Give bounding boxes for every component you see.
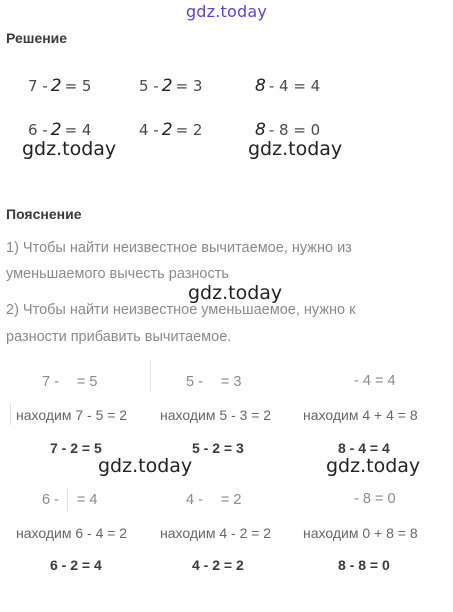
equation-before: 6 - — [28, 121, 48, 139]
watermark: gdz.today — [326, 455, 421, 477]
equation-after: = 2 — [220, 492, 242, 508]
equation-before: 5 - — [139, 77, 159, 95]
handwritten-answer: 2 — [161, 120, 173, 140]
watermark: gdz.today — [22, 138, 117, 160]
equation-before: 4 - — [139, 121, 159, 139]
equation-after: - 4 = 4 — [268, 77, 321, 95]
blank-box — [203, 491, 221, 506]
find-step: находим 6 - 4 = 2 — [16, 525, 128, 541]
find-step: находим 4 + 4 = 8 — [303, 407, 418, 423]
result-equation: 5 - 2 = 3 — [192, 440, 244, 456]
explanation-line: уменьшаемого вычесть разность — [6, 266, 229, 282]
blank-equation — [42, 491, 97, 508]
watermark: gdz.today — [248, 138, 343, 160]
equation-after: = 4 — [64, 121, 92, 139]
blank-box — [59, 373, 77, 388]
solution-equation — [139, 120, 202, 140]
solution-equation — [139, 76, 202, 96]
blank-equation — [186, 491, 241, 508]
equation-after: = 5 — [76, 374, 98, 390]
equation-after: = 4 — [76, 492, 98, 508]
find-step: находим 5 - 3 = 2 — [160, 407, 272, 423]
blank-equation — [42, 373, 97, 390]
explanation-line: 2) Чтобы найти неизвестное уменьшаемое, нужно к — [6, 302, 356, 318]
solution-heading: Решение — [6, 30, 68, 46]
equation-after: = 2 — [175, 121, 203, 139]
equation-before: 7 - — [42, 374, 59, 390]
scan-artifact-line — [150, 360, 151, 392]
site-logo-text[interactable]: gdz.today — [185, 2, 268, 21]
handwritten-answer: 2 — [161, 76, 173, 96]
handwritten-answer: 8 — [255, 120, 266, 140]
equation-after: = 3 — [175, 77, 203, 95]
explanation-line: 1) Чтобы найти неизвестное вычитаемое, нужно из — [6, 240, 352, 256]
solution-equation — [252, 120, 320, 140]
blank-equation — [186, 373, 241, 390]
blank-equation: - 4 = 4 — [354, 373, 396, 389]
watermark: gdz.today — [98, 455, 193, 477]
solution-equation — [28, 120, 91, 140]
result-equation: 8 - 8 = 0 — [338, 557, 390, 573]
equation-before: 4 - — [186, 492, 203, 508]
find-step: находим 4 - 2 = 2 — [160, 525, 272, 541]
equation-after: = 3 — [220, 374, 242, 390]
result-equation: 7 - 2 = 5 — [50, 440, 102, 456]
result-equation: 4 - 2 = 2 — [192, 557, 244, 573]
result-equation: 8 - 4 = 4 — [338, 440, 390, 456]
blank-box — [203, 373, 221, 388]
watermark: gdz.today — [188, 282, 283, 304]
find-step: находим 0 + 8 = 8 — [303, 525, 418, 541]
blank-box — [59, 491, 77, 506]
handwritten-answer: 2 — [50, 76, 62, 96]
scan-artifact-line — [10, 403, 11, 425]
blank-equation: - 8 = 0 — [354, 491, 396, 507]
result-equation: 6 - 2 = 4 — [50, 557, 102, 573]
solution-equation — [28, 76, 91, 96]
solution-equation — [252, 76, 320, 96]
explanation-line: разности прибавить вычитаемое. — [6, 329, 232, 345]
explanation-heading: Пояснение — [6, 206, 82, 222]
equation-after: = 5 — [64, 77, 92, 95]
handwritten-answer: 2 — [50, 120, 62, 140]
equation-before: 7 - — [28, 77, 48, 95]
find-step: находим 7 - 5 = 2 — [16, 407, 128, 423]
equation-before: 5 - — [186, 374, 203, 390]
equation-after: - 8 = 0 — [268, 121, 321, 139]
equation-before: 6 - — [42, 492, 59, 508]
handwritten-answer: 8 — [255, 76, 266, 96]
